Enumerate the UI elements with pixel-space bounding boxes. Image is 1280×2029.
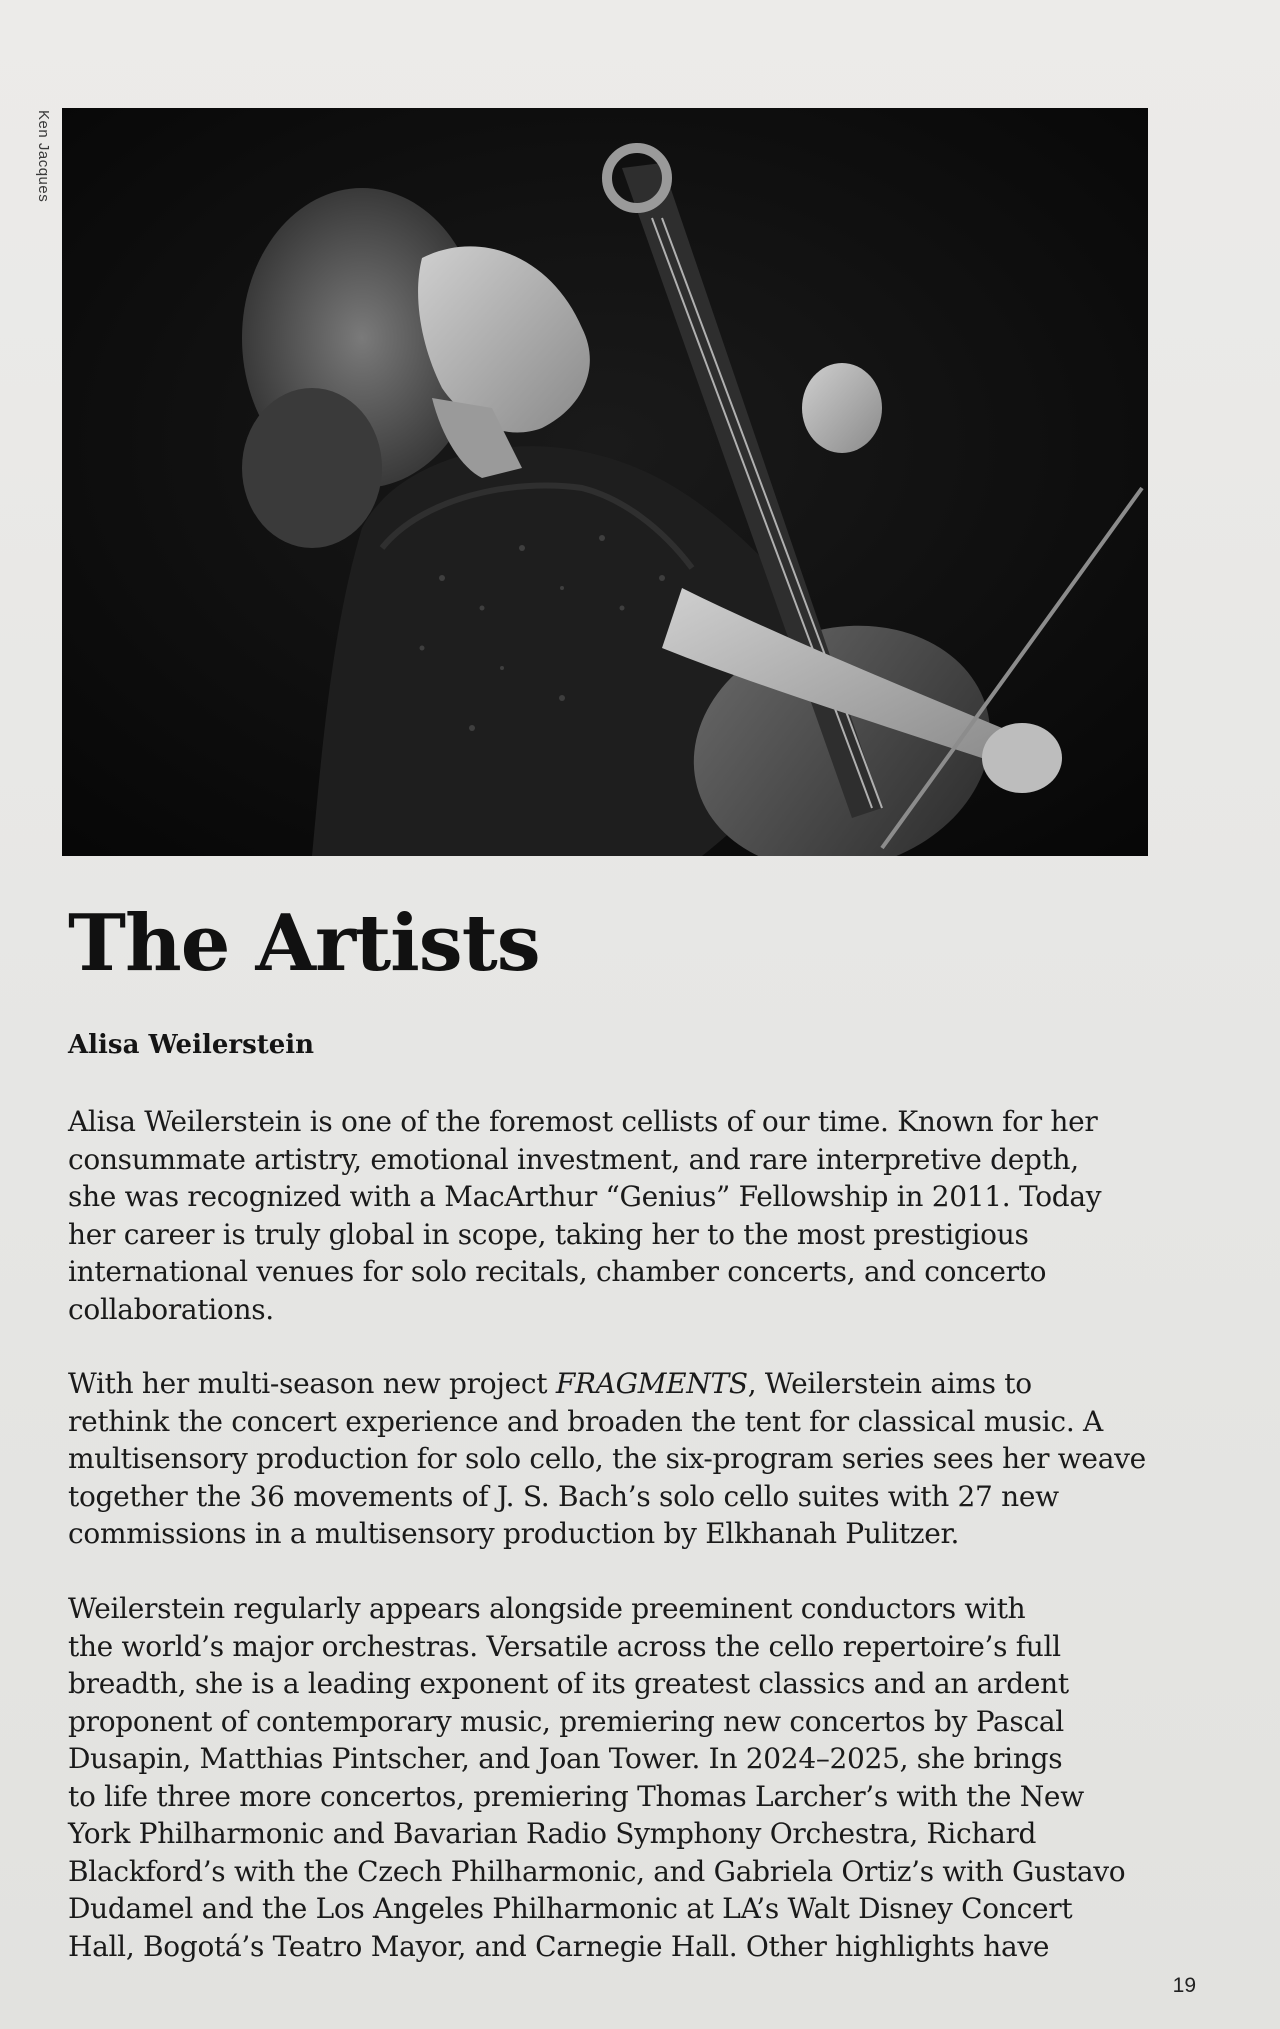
bio-line: rethink the concert experience and broaden the tent for classical music. A (68, 1404, 1103, 1438)
bio-line: Alisa Weilerstein is one of the foremost cellists of our time. Known for her (68, 1105, 1098, 1138)
bio-line: the world’s major orchestras. Versatile across the cello repertoire’s full (68, 1629, 1061, 1663)
bio-line (68, 1365, 1148, 1403)
bio-paragraph-2 (68, 1365, 1148, 1553)
bio-line: Blackford’s with the Czech Philharmonic, and Gabriela Ortiz’s with Gustavo (68, 1854, 1126, 1888)
bio-line: Weilerstein regularly appears alongside preeminent conductors with (68, 1592, 1026, 1625)
bio-line: Hall, Bogotá’s Teatro Mayor, and Carnegie Hall. Other highlights have (68, 1929, 1050, 1963)
project-title: FRAGMENTS (555, 1367, 748, 1400)
bio-line: together the 36 movements of J. S. Bach’s solo cello suites with 27 new (68, 1479, 1059, 1513)
bio-line: proponent of contemporary music, premiering new concertos by Pascal (68, 1704, 1064, 1738)
bio-line: Dusapin, Matthias Pintscher, and Joan Tower. In 2024–2025, she brings (68, 1742, 1063, 1775)
bio-paragraph-1 (68, 1103, 1148, 1328)
bio-line: breadth, she is a leading exponent of its greatest classics and an ardent (68, 1667, 1069, 1700)
page-number: 19 (1172, 1974, 1196, 1997)
bio-paragraph-3 (68, 1590, 1148, 1965)
artist-name: Alisa Weilerstein (68, 1030, 315, 1060)
artist-photo (62, 108, 1148, 856)
bio-line: commissions in a multisensory production by Elkhanah Pulitzer. (68, 1517, 960, 1550)
bio-text: , Weilerstein aims to (747, 1367, 1032, 1400)
bio-line: to life three more concertos, premiering Thomas Larcher’s with the New (68, 1779, 1084, 1813)
cellist-photo-illustration (62, 108, 1148, 856)
bio-line: consummate artistry, emotional investment, and rare interpretive depth, (68, 1142, 1079, 1176)
bio-line: multisensory production for solo cello, the six-program series sees her weave (68, 1442, 1146, 1475)
bio-line: her career is truly global in scope, taking her to the most prestigious (68, 1217, 1029, 1251)
bio-line: she was recognized with a MacArthur “Genius” Fellowship in 2011. Today (68, 1180, 1102, 1213)
bio-line: international venues for solo recitals, chamber concerts, and concerto (68, 1255, 1047, 1288)
bio-line: York Philharmonic and Bavarian Radio Symphony Orchestra, Richard (68, 1817, 1037, 1850)
photo-credit: Ken Jacques (35, 110, 52, 203)
bio-line: Dudamel and the Los Angeles Philharmonic at LA’s Walt Disney Concert (68, 1892, 1073, 1925)
section-title: The Artists (68, 898, 540, 989)
bio-line: collaborations. (68, 1292, 274, 1326)
bio-text: With her multi-season new project (68, 1367, 556, 1400)
